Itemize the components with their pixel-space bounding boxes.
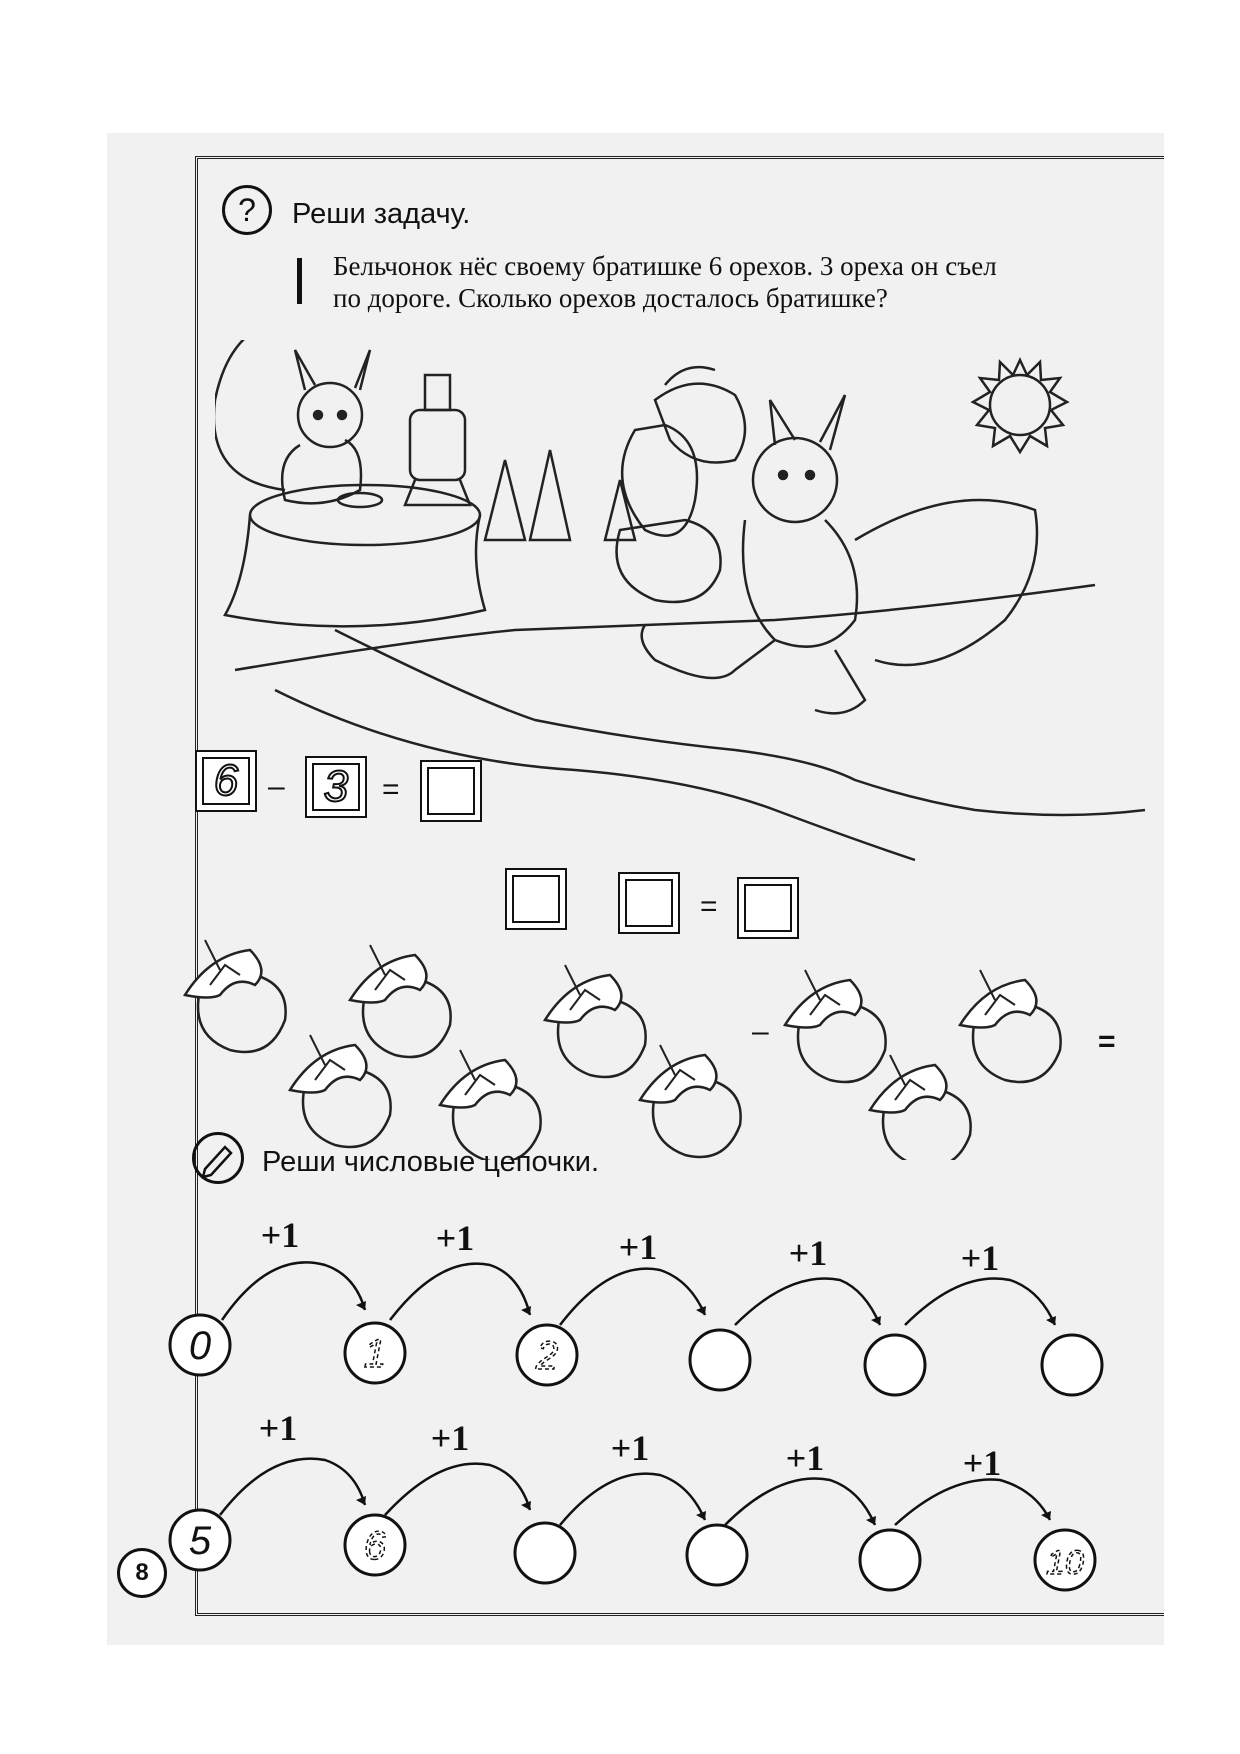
pencil-icon — [192, 1132, 244, 1184]
equation1-equals: = — [382, 773, 400, 806]
equation1-answer-box[interactable] — [420, 760, 482, 822]
equation1-box-a — [195, 750, 257, 812]
question-mark-icon: ? — [222, 185, 272, 235]
step-label: +1 — [618, 1227, 658, 1267]
problem-marker — [297, 258, 302, 304]
nut-6 — [640, 1045, 741, 1157]
row1-number[interactable]: 2 — [535, 1334, 559, 1378]
task1-heading: Реши задачу. — [292, 198, 471, 230]
nut-9 — [870, 1055, 971, 1160]
row2-number: 6 — [363, 1524, 387, 1568]
equation1-value-b: 3 — [312, 763, 360, 811]
nut-3 — [545, 965, 646, 1077]
problem-line-2: по дороге. Сколько орехов досталось братишке? — [333, 283, 888, 313]
equation2-answer — [744, 884, 792, 932]
task2-heading: Реши числовые цепочки. — [262, 1146, 599, 1178]
step-label: +1 — [960, 1238, 1000, 1278]
equation1-answer — [427, 767, 475, 815]
nut-5 — [440, 1050, 541, 1160]
step-label: +1 — [430, 1418, 470, 1458]
equation2-box-a[interactable] — [505, 868, 567, 930]
page-number: 8 — [117, 1548, 167, 1598]
nut-2 — [350, 945, 451, 1057]
number-chains — [160, 1215, 1160, 1595]
nut-1 — [185, 940, 286, 1052]
equation2-box-b[interactable] — [618, 872, 680, 934]
row1-number: 1 — [363, 1332, 387, 1376]
equation2-value-b — [625, 879, 673, 927]
equation1-minus: – — [268, 770, 285, 803]
equation1-box-b — [305, 756, 367, 818]
nuts-illustration — [180, 930, 1160, 1160]
step-label: +1 — [435, 1218, 475, 1258]
step-label: +1 — [788, 1233, 828, 1273]
row1-number: 0 — [188, 1324, 212, 1368]
problem-line-1: Бельчонок нёс своему братишке 6 орехов. 3 ореха он съел — [333, 251, 997, 281]
step-label: +1 — [260, 1215, 300, 1255]
nut-4 — [290, 1035, 391, 1147]
equation2-equals: = — [700, 890, 718, 923]
squirrels-illustration — [215, 340, 1160, 930]
step-label: +1 — [785, 1438, 825, 1478]
equation2-value-a — [512, 875, 560, 923]
step-label: +1 — [258, 1408, 298, 1448]
step-label: +1 — [962, 1443, 1002, 1483]
step-label: +1 — [610, 1428, 650, 1468]
row2-number: 10 — [1046, 1544, 1084, 1582]
nut-7 — [785, 970, 886, 1082]
nut-minus: – — [752, 1015, 769, 1048]
equation1-value-a: 6 — [202, 757, 250, 805]
row2-number: 5 — [188, 1519, 212, 1563]
nut-8 — [960, 970, 1061, 1082]
nut-equals: = — [1098, 1025, 1116, 1058]
problem-text — [333, 250, 1163, 314]
